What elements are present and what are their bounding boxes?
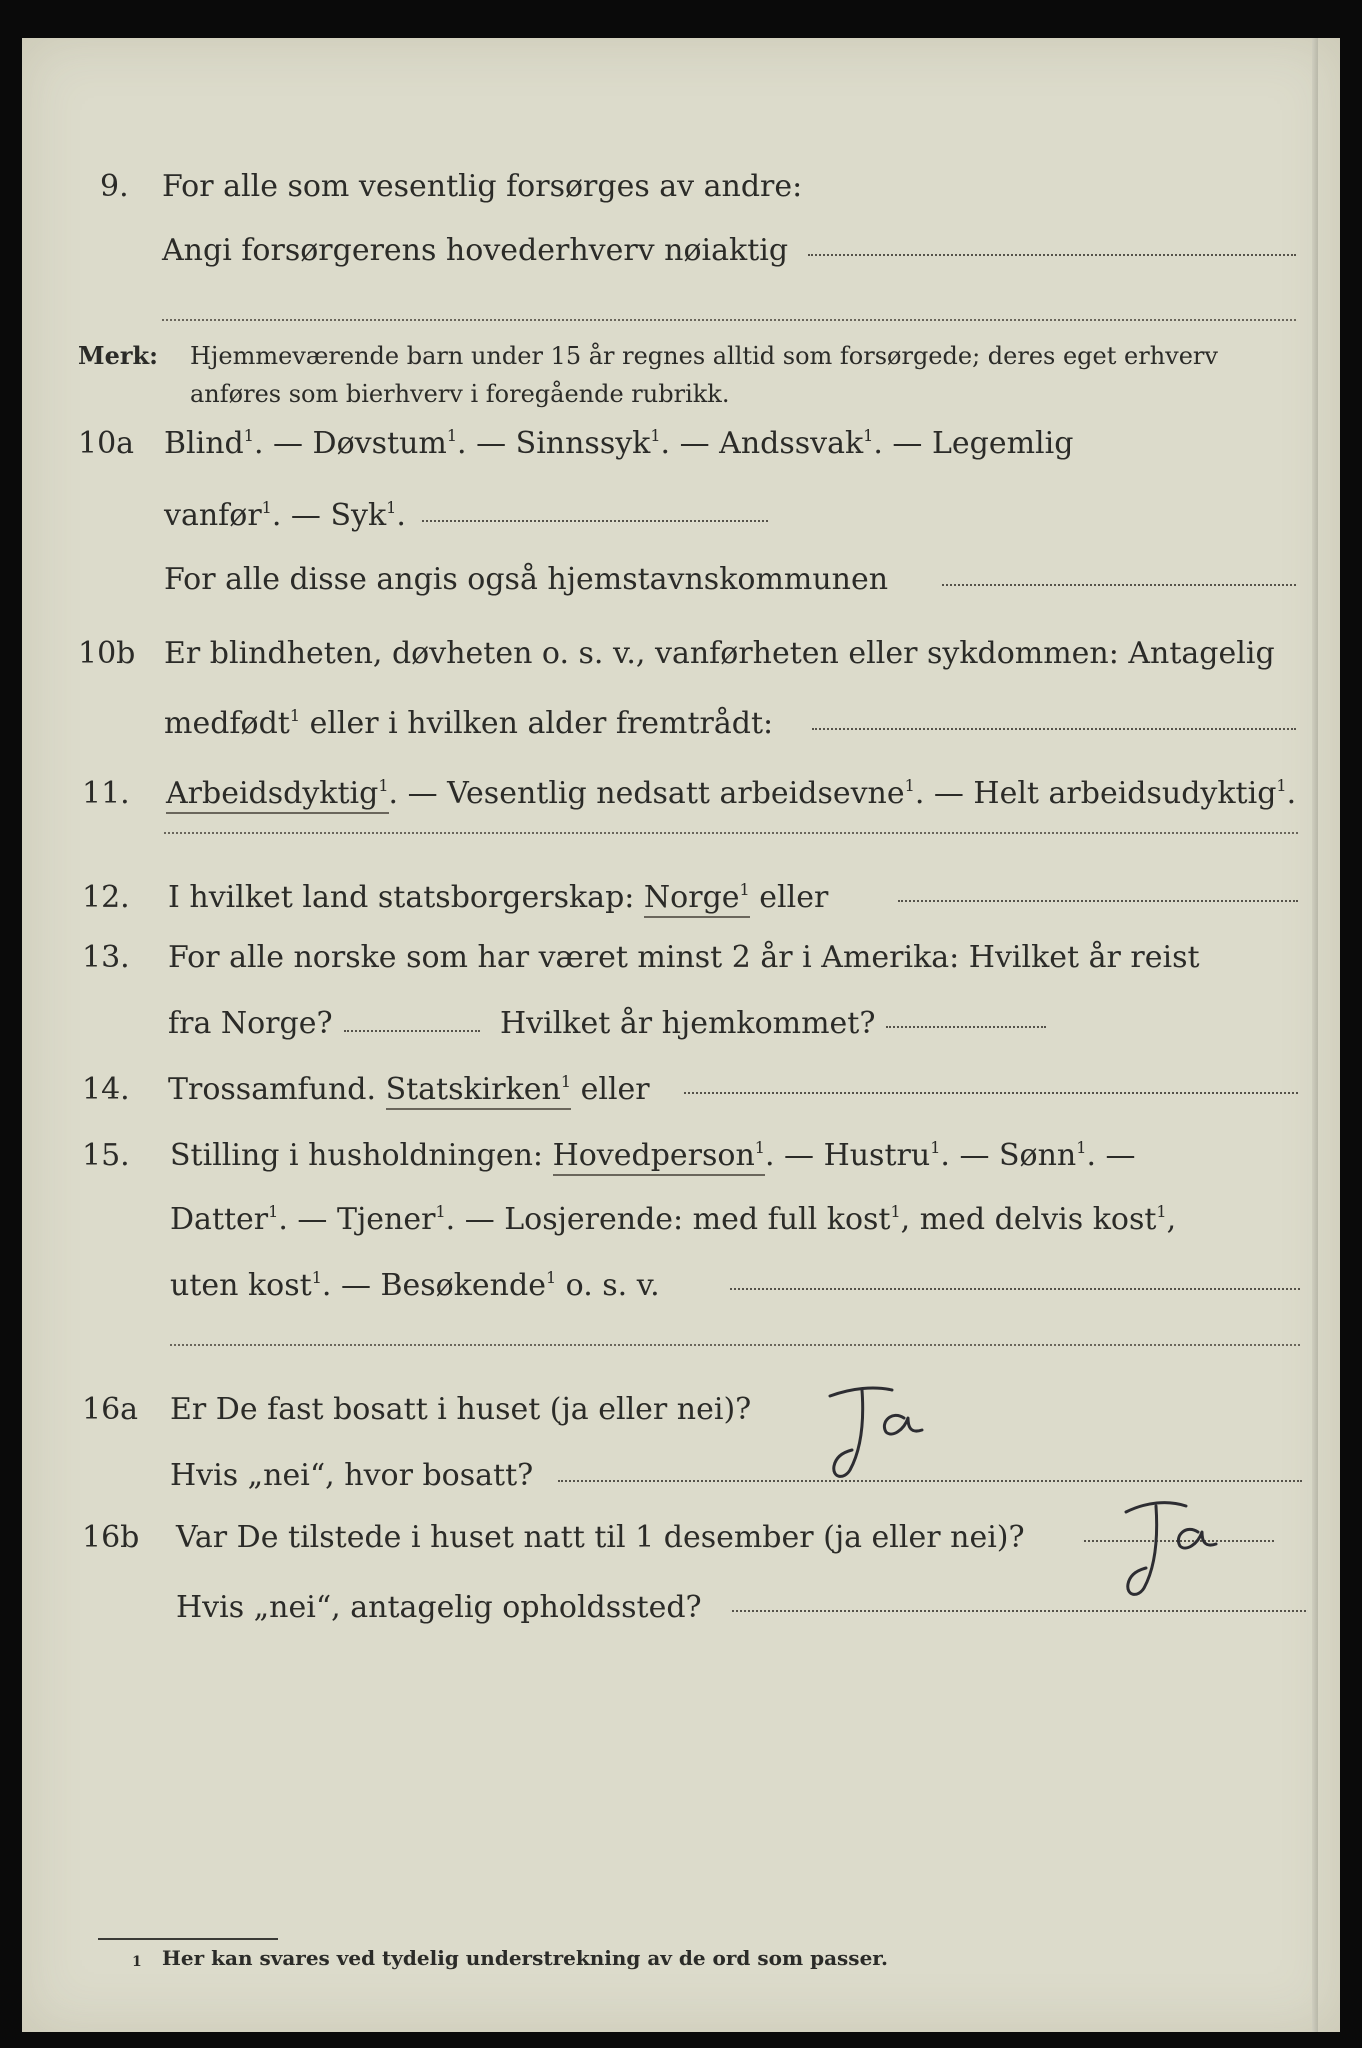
q9-number: 9. bbox=[100, 169, 129, 204]
q16b-number: 16b bbox=[82, 1520, 140, 1555]
q10a-syk-answer-line[interactable] bbox=[422, 520, 768, 522]
q14-line1 bbox=[22, 1068, 1340, 1112]
q15-selected-option: Hovedperson$^1$ bbox=[553, 1138, 765, 1176]
q16a-text2: Hvis „nei“, hvor bosatt? bbox=[170, 1458, 534, 1493]
q16a-answer-line[interactable] bbox=[558, 1480, 1302, 1482]
q10a-kommune-answer-line[interactable] bbox=[942, 584, 1296, 586]
q10a-line1 bbox=[22, 422, 1340, 466]
merk-line2 bbox=[22, 372, 1340, 416]
footnote-mark: 1 bbox=[132, 1954, 142, 1970]
q9-text: For alle som vesentlig forsørges av andre: bbox=[162, 169, 803, 204]
q10b-text2: medfødt$^1$ eller i hvilken alder fremtrådt: bbox=[164, 706, 774, 741]
q16b-answer-line2[interactable] bbox=[732, 1610, 1306, 1612]
q14-selected-option: Statskirken$^1$ bbox=[386, 1072, 572, 1110]
merk-text2: anføres som bierhverv i foregående rubrikk. bbox=[190, 380, 730, 408]
q9-answer-line[interactable] bbox=[808, 254, 1296, 256]
q13-number: 13. bbox=[82, 940, 130, 975]
q10b-line2 bbox=[22, 702, 1340, 746]
q10a-text3: For alle disse angis også hjemstavnskommunen bbox=[164, 562, 889, 597]
census-form-page bbox=[22, 38, 1340, 2032]
q12-text: I hvilket land statsborgerskap: Norge$^1$ eller bbox=[168, 876, 828, 920]
q11-selected-option: Arbeidsdyktig$^1$ bbox=[166, 776, 389, 814]
q16b-text1: Var De tilstede i huset natt til 1 desember (ja eller nei)? bbox=[176, 1520, 1025, 1555]
q9-answer-line2[interactable] bbox=[162, 319, 1296, 321]
footnote-rule bbox=[98, 1938, 278, 1940]
q14-answer-line[interactable] bbox=[684, 1092, 1298, 1094]
q16a-number: 16a bbox=[82, 1392, 139, 1427]
q11-line1 bbox=[22, 772, 1340, 816]
q14-text: Trossamfund. Statskirken$^1$ eller bbox=[168, 1068, 650, 1112]
q15-answer-line2[interactable] bbox=[170, 1344, 1300, 1346]
q12-answer-line[interactable] bbox=[898, 900, 1298, 902]
q10b-number: 10b bbox=[78, 636, 136, 671]
q12-selected-option: Norge$^1$ bbox=[644, 880, 750, 918]
q12-number: 12. bbox=[82, 880, 130, 915]
q10a-text1: Blind$^1$. — Døvstum$^1$. — Sinnssyk$^1$. — Andssvak$^1$. — Legemlig bbox=[164, 426, 1074, 461]
q13-reist-answer-line[interactable] bbox=[344, 1030, 480, 1032]
q13-line1 bbox=[22, 936, 1340, 980]
q11-text: Arbeidsdyktig$^1$. — Vesentlig nedsatt arbeidsevne$^1$. — Helt arbeidsudyktig$^1$. bbox=[166, 772, 1296, 816]
q15-number: 15. bbox=[82, 1138, 130, 1173]
footnote-text: Her kan svares ved tydelig understrekning av de ord som passer. bbox=[162, 1946, 888, 1970]
q9-text2: Angi forsørgerens hovederhverv nøiaktig bbox=[162, 233, 789, 268]
q15-text1: Stilling i husholdningen: Hovedperson$^1$. — Hustru$^1$. — Sønn$^1$. — bbox=[170, 1134, 1136, 1178]
q14-number: 14. bbox=[82, 1072, 130, 1107]
q9-line2 bbox=[22, 229, 1340, 273]
q9-line1 bbox=[22, 165, 1340, 209]
q10b-answer-line[interactable] bbox=[812, 728, 1296, 730]
q10a-number: 10a bbox=[78, 426, 135, 461]
q12-line1 bbox=[22, 876, 1340, 920]
q13-text2a: fra Norge? bbox=[168, 1006, 333, 1041]
q10a-line3 bbox=[22, 558, 1340, 602]
q10a-text2: vanfør$^1$. — Syk$^1$. bbox=[164, 498, 406, 533]
q13-text2b: Hvilket år hjemkommet? bbox=[500, 1006, 876, 1041]
q16a-text1: Er De fast bosatt i huset (ja eller nei)? bbox=[170, 1392, 752, 1427]
q13-hjemkommet-answer-line[interactable] bbox=[886, 1026, 1046, 1028]
q13-line2 bbox=[22, 1002, 1340, 1046]
merk-label: Merk: bbox=[78, 341, 158, 370]
q11-number: 11. bbox=[82, 776, 130, 811]
q10b-line1 bbox=[22, 632, 1340, 676]
merk-text1: Hjemmeværende barn under 15 år regnes alltid som forsørgede; deres eget erhverv bbox=[190, 342, 1218, 370]
q15-answer-line[interactable] bbox=[730, 1288, 1300, 1290]
q11-answer-line[interactable] bbox=[164, 832, 1298, 834]
q15-line3 bbox=[22, 1264, 1340, 1308]
q10b-text1: Er blindheten, døvheten o. s. v., vanførheten eller sykdommen: Antagelig bbox=[164, 636, 1275, 671]
q13-text1: For alle norske som har været minst 2 år i Amerika: Hvilket år reist bbox=[168, 940, 1200, 975]
q16b-text2: Hvis „nei“, antagelig opholdssted? bbox=[176, 1590, 702, 1625]
q15-text3: uten kost$^1$. — Besøkende$^1$ o. s. v. bbox=[170, 1268, 660, 1303]
q16a-line1 bbox=[22, 1388, 1340, 1432]
q16b-line2 bbox=[22, 1586, 1340, 1630]
q15-line2 bbox=[22, 1198, 1340, 1242]
q15-line1 bbox=[22, 1134, 1340, 1178]
q10a-line2 bbox=[22, 494, 1340, 538]
q15-text2: Datter$^1$. — Tjener$^1$. — Losjerende: med full kost$^1$, med delvis kost$^1$, bbox=[170, 1202, 1177, 1237]
